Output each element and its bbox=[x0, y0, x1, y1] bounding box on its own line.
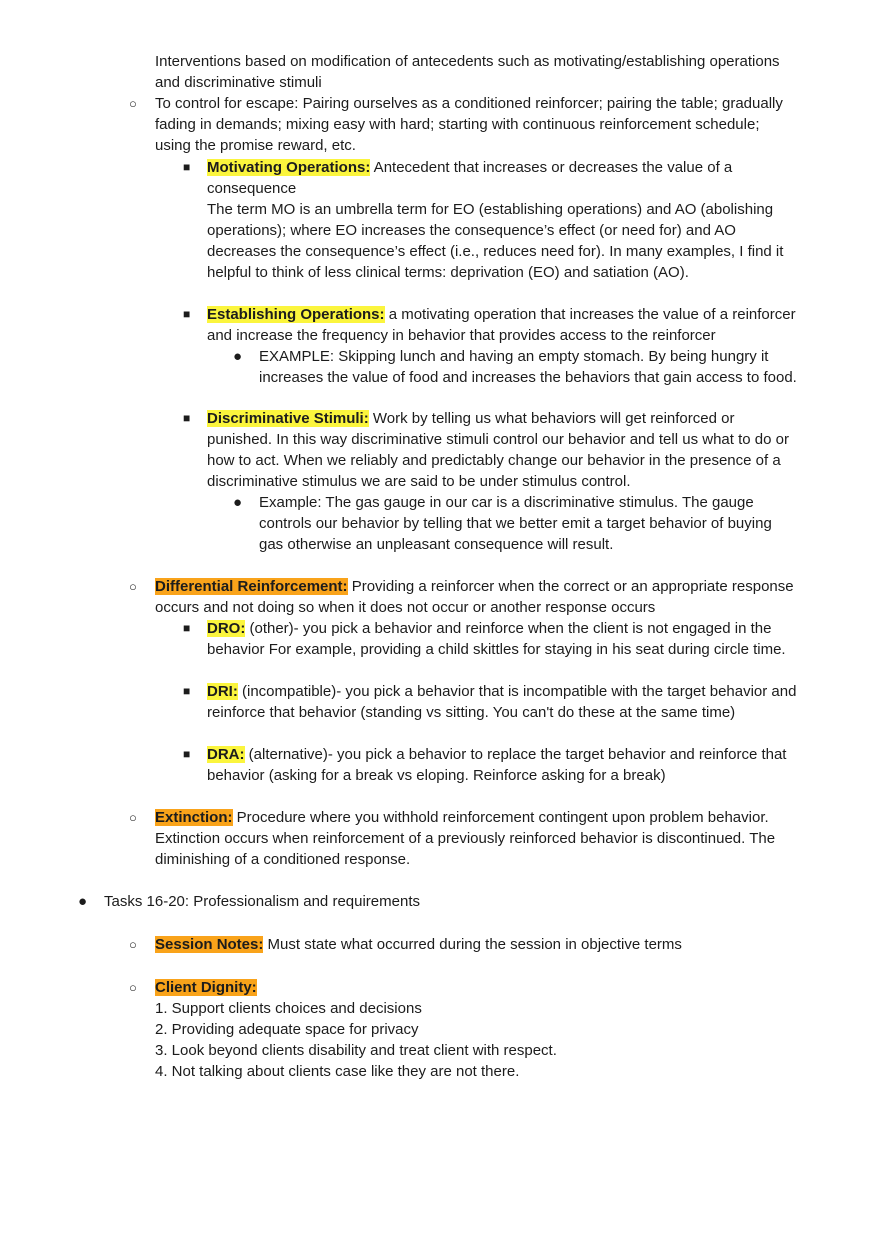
list-item: 1. Support clients choices and decisions bbox=[155, 1000, 422, 1017]
dra-term: DRA: bbox=[207, 746, 245, 763]
square-bullet: ■ bbox=[183, 684, 191, 698]
escape-control-item: To control for escape: Pairing ourselves as a conditioned reinforcer; pairing the table; gradually fading in demands; mixing easy with hard; starting with continuous reinforcement schedule; using the promise reward, etc. bbox=[155, 95, 783, 154]
session-notes-term: Session Notes: bbox=[155, 936, 264, 953]
square-bullet: ■ bbox=[183, 747, 191, 761]
dro-item: DRO: (other)- you pick a behavior and reinforce when the client is not engaged in the behavior For example, providing a child skittles for staying in his seat during circle time. bbox=[207, 620, 786, 658]
list-item: 2. Providing adequate space for privacy bbox=[155, 1021, 419, 1038]
dri-term: DRI: bbox=[207, 683, 238, 700]
establishing-operations-item: Establishing Operations: a motivating operation that increases the value of a reinforcer and increase the frequency in behavior that provides access to the reinforcer bbox=[207, 306, 796, 344]
list-item: 3. Look beyond clients disability and treat client with respect. bbox=[155, 1042, 557, 1059]
dra-item: DRA: (alternative)- you pick a behavior to replace the target behavior and reinforce that behavior (asking for a break vs eloping. Reinforce asking for a break) bbox=[207, 746, 787, 784]
circle-bullet: ○ bbox=[129, 96, 137, 111]
antecedent-intervention-paragraph: Interventions based on modification of antecedents such as motivating/establishing operations and discriminative stimuli bbox=[155, 53, 780, 91]
discriminative-stimuli-item: Discriminative Stimuli: Work by telling us what behaviors will get reinforced or punished. In this way discriminative stimuli control our behavior and tell us what to do or how to act. When we reliably and predictably change our behavior in the presence of a discriminative stimulus we are said to be under stimulus control. bbox=[207, 410, 789, 490]
client-dignity-term: Client Dignity: bbox=[155, 979, 257, 996]
dot-bullet: ● bbox=[233, 494, 243, 511]
extinction-item: Extinction: Procedure where you withhold reinforcement contingent upon problem behavior. Extinction occurs when reinforcement of a previously reinforced behavior is discontinued. The diminishing of a conditioned response. bbox=[155, 809, 776, 868]
circle-bullet: ○ bbox=[129, 937, 137, 952]
differential-reinforcement-item: Differential Reinforcement: Providing a reinforcer when the correct or an appropriate response occurs and not doing so when it does not occur or another response occurs bbox=[155, 578, 794, 616]
discriminative-stimuli-example: Example: The gas gauge in our car is a discriminative stimulus. The gauge controls our behavior by telling that we better emit a target behavior of buying gas otherwise an unpleasant consequence will result. bbox=[259, 494, 772, 553]
circle-bullet: ○ bbox=[129, 579, 137, 594]
dot-bullet: ● bbox=[78, 893, 88, 910]
session-notes-item: Session Notes: Must state what occurred during the session in objective terms bbox=[155, 936, 682, 953]
establishing-operations-term: Establishing Operations: bbox=[207, 306, 385, 323]
differential-reinforcement-term: Differential Reinforcement: bbox=[155, 578, 348, 595]
square-bullet: ■ bbox=[183, 160, 191, 174]
list-item: 4. Not talking about clients case like they are not there. bbox=[155, 1063, 520, 1080]
circle-bullet: ○ bbox=[129, 980, 137, 995]
square-bullet: ■ bbox=[183, 621, 191, 635]
square-bullet: ■ bbox=[183, 307, 191, 321]
dro-term: DRO: bbox=[207, 620, 246, 637]
discriminative-stimuli-term: Discriminative Stimuli: bbox=[207, 410, 369, 427]
establishing-operations-example: EXAMPLE: Skipping lunch and having an empty stomach. By being hungry it increases the value of food and increases the behaviors that gain access to food. bbox=[259, 348, 797, 386]
motivating-operations-term: Motivating Operations: bbox=[207, 159, 371, 176]
motivating-operations-item: Motivating Operations: Antecedent that increases or decreases the value of a consequence The term MO is an umbrella term for EO (establishing operations) and AO (abolishing operations); where EO increases the consequence’s effect (or need for) and AO decreases the consequence’s effect (i.e., reduces need for). In many examples, I find it helpful to think of less clinical terms: deprivation (EO) and satiation (AO). bbox=[207, 159, 784, 281]
dri-item: DRI: (incompatible)- you pick a behavior that is incompatible with the target behavior and reinforce that behavior (standing vs sitting. You can't do these at the same time) bbox=[207, 683, 797, 721]
circle-bullet: ○ bbox=[129, 810, 137, 825]
tasks-heading: Tasks 16-20: Professionalism and requirements bbox=[104, 893, 420, 910]
client-dignity-item bbox=[155, 977, 557, 1082]
square-bullet: ■ bbox=[183, 411, 191, 425]
extinction-term: Extinction: bbox=[155, 809, 233, 826]
dot-bullet: ● bbox=[233, 348, 243, 365]
